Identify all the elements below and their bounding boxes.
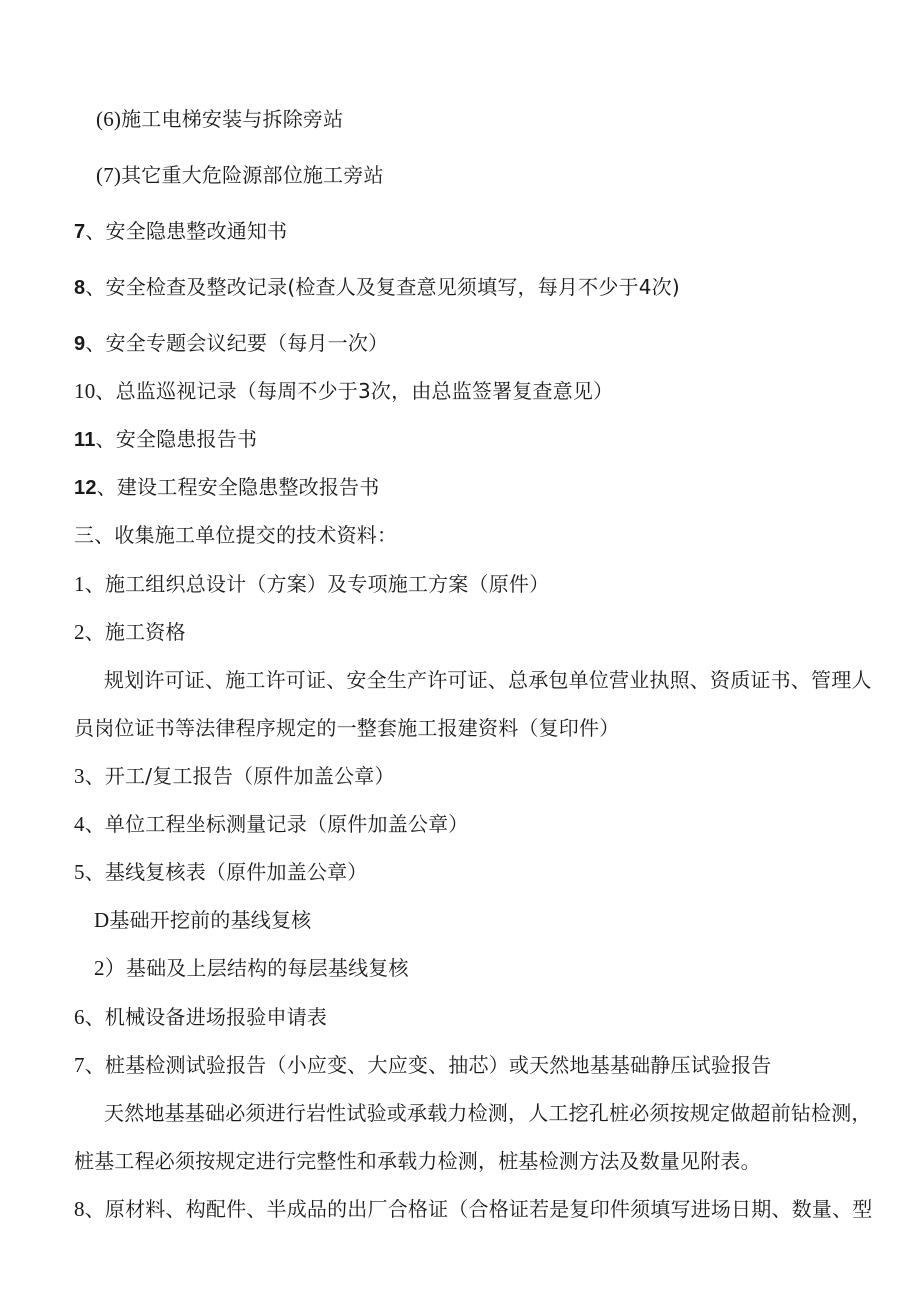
text-line: 10、总监巡视记录（每周不少于3次，由总监签署复查意见） [74, 379, 614, 403]
text-line: 12、建设工程安全隐患整改报告书 [74, 475, 380, 499]
text-line: (6)施工电梯安装与拆除旁站 [96, 107, 344, 131]
text-line: 2、施工资格 [74, 620, 186, 644]
section-heading: 三、收集施工单位提交的技术资料： [74, 523, 398, 547]
paragraph-line: 天然地基基础必须进行岩性试验或承载力检测，人工挖孔桩必须按规定做超前钻检测， [104, 1101, 872, 1125]
text-line: 7、桩基检测试验报告（小应变、大应变、抽芯）或天然地基基础静压试验报告 [74, 1053, 772, 1077]
text-line: 2）基础及上层结构的每层基线复核 [94, 956, 409, 980]
paragraph-line: 桩基工程必须按规定进行完整性和承载力检测，桩基检测方法及数量见附表。 [74, 1149, 761, 1173]
text-line: 5、基线复核表（原件加盖公章） [74, 860, 368, 884]
text-line: 3、开工/复工报告（原件加盖公章） [74, 764, 395, 788]
paragraph-line: 规划许可证、施工许可证、安全生产许可证、总承包单位营业执照、资质证书、管理人 [104, 668, 872, 692]
text-line: 7、安全隐患整改通知书 [74, 219, 288, 243]
text-line: D基础开挖前的基线复核 [94, 908, 312, 932]
text-line: 1、施工组织总设计（方案）及专项施工方案（原件） [74, 572, 550, 596]
text-line: 6、机械设备进场报验申请表 [74, 1005, 328, 1029]
text-line: 4、单位工程坐标测量记录（原件加盖公章） [74, 812, 469, 836]
text-line: 8、原材料、构配件、半成品的出厂合格证（合格证若是复印件须填写进场日期、数量、型 [74, 1197, 873, 1221]
text-line: 11、安全隐患报告书 [74, 427, 258, 451]
text-line: 8、安全检查及整改记录(检查人及复查意见须填写，每月不少于4次) [74, 275, 680, 299]
text-line: (7)其它重大危险源部位施工旁站 [96, 163, 384, 187]
text-line: 9、安全专题会议纪要（每月一次） [74, 331, 389, 355]
paragraph-line: 员岗位证书等法律程序规定的一整套施工报建资料（复印件） [74, 716, 620, 740]
